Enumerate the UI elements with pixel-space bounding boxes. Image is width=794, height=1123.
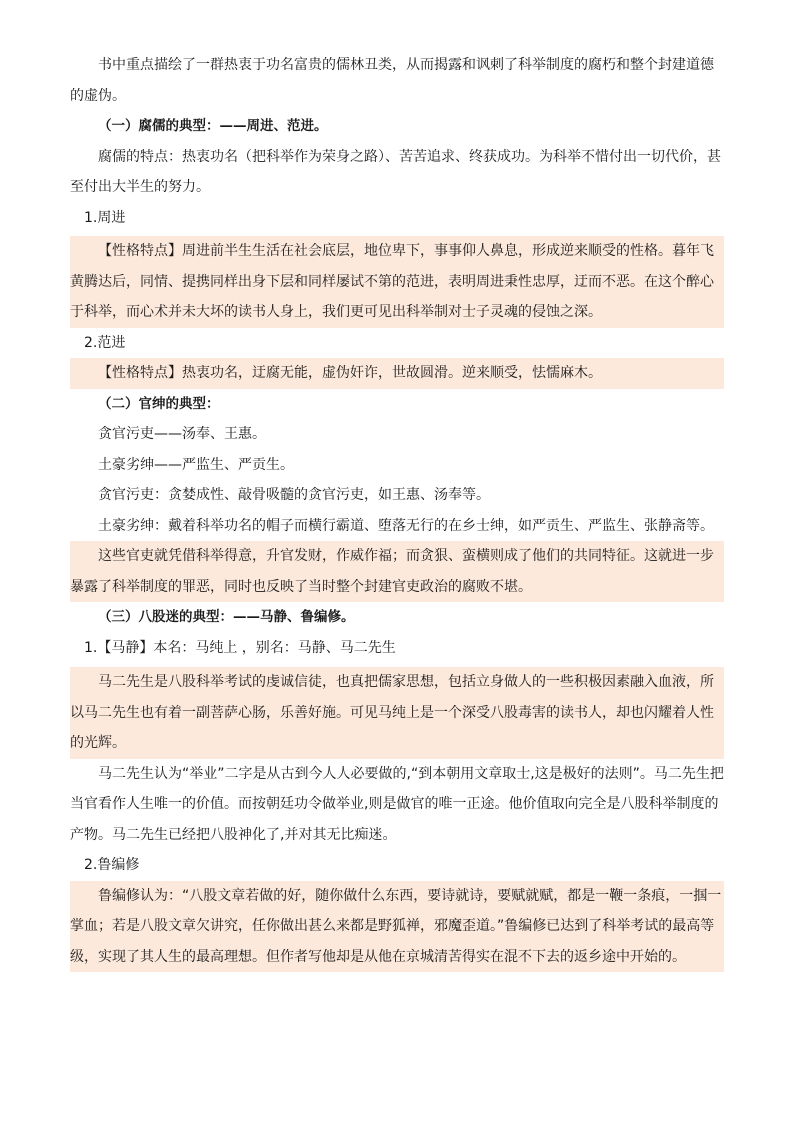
subheading-4: 2.鲁编修	[84, 857, 140, 873]
highlight-block-4: 马二先生是八股科举考试的虔诚信徒，也真把儒家思想，包括立身做人的一些积极因素融入血液，所以马二先生也有着一副菩萨心肠，乐善好施。可见马纯上是一个深受八股毒害的读书人，却也闪耀着人性的光辉。	[70, 667, 724, 759]
highlight-block-2: 【性格特点】热衷功名，迂腐无能，虚伪奸诈，世故圆滑。逆来顺受，怯懦麻木。	[70, 358, 724, 389]
paragraph-4: 贪官污吏：贪婪成性、敲骨吸髓的贪官污吏，如王惠、汤奉等。	[98, 487, 490, 503]
paragraph-1: 腐儒的特点：热衷功名（把科举作为荣身之路）、苦苦追求、终获成功。为科举不惜付出一切代价，甚至付出大半生的努力。	[70, 148, 721, 195]
paragraph-6: 马二先生认为“举业”二字是从古到今人人必要做的,“到本朝用文章取士,这是极好的法则”。马二先生把当官看作人生唯一的价值。而按朝廷功令做举业,则是做官的唯一正途。他价值取向完全是八股科举制度的产物。马二先生已经把八股神化了,并对其无比痴迷。	[70, 765, 724, 843]
subheading-3: 1.【马静】本名：马纯上 ，别名：马静、马二先生	[84, 639, 396, 656]
subheading-1: 1.周进	[84, 209, 126, 226]
document-body	[70, 50, 724, 972]
paragraph-2: 贪官污吏——汤奉、王惠。	[98, 426, 266, 442]
highlight-block-3: 这些官吏就凭借科举得意，升官发财，作威作福；而贪狠、蛮横则成了他们的共同特征。这就进一步暴露了科举制度的罪恶，同时也反映了当时整个封建官吏政治的腐败不堪。	[70, 541, 724, 602]
paragraph-5: 土豪劣绅：戴着科举功名的帽子而横行霸道、堕落无行的在乡士绅，如严贡生、严监生、张静斋等。	[98, 517, 714, 534]
highlight-block-1: 【性格特点】周进前半生生活在社会底层，地位卑下，事事仰人鼻息，形成逆来顺受的性格。暮年飞黄腾达后，同情、提携同样出身下层和同样屡试不第的范进，表明周进秉性忠厚，迂而不恶。在这个醉心于科举，而心术并未大坏的读书人身上，我们更可见出科举制对士子灵魂的侵蚀之深。	[70, 236, 724, 328]
section-heading-1: （一）腐儒的典型：——周进、范进。	[98, 118, 328, 134]
intro-paragraph: 书中重点描绘了一群热衷于功名富贵的儒林丑类，从而揭露和讽刺了科举制度的腐朽和整个封建道德的虚伪。	[70, 57, 714, 104]
highlight-block-5: 鲁编修认为：“八股文章若做的好，随你做什么东西，要诗就诗，要赋就赋，都是一鞭一条痕，一掴一掌血；若是八股文章欠讲究，任你做出甚么来都是野狐禅，邪魔歪道。”鲁编修已达到了科举考试的最高等级，实现了其人生的最高理想。但作者写他却是从他在京城清苦得实在混不下去的返乡途中开始的。	[70, 881, 724, 973]
paragraph-3: 土豪劣绅——严监生、严贡生。	[98, 456, 294, 473]
section-heading-3: （三）八股迷的典型：——马静、鲁编修。	[98, 609, 355, 625]
section-heading-2: （二）官绅的典型：	[98, 395, 220, 412]
subheading-2: 2.范进	[84, 334, 126, 351]
